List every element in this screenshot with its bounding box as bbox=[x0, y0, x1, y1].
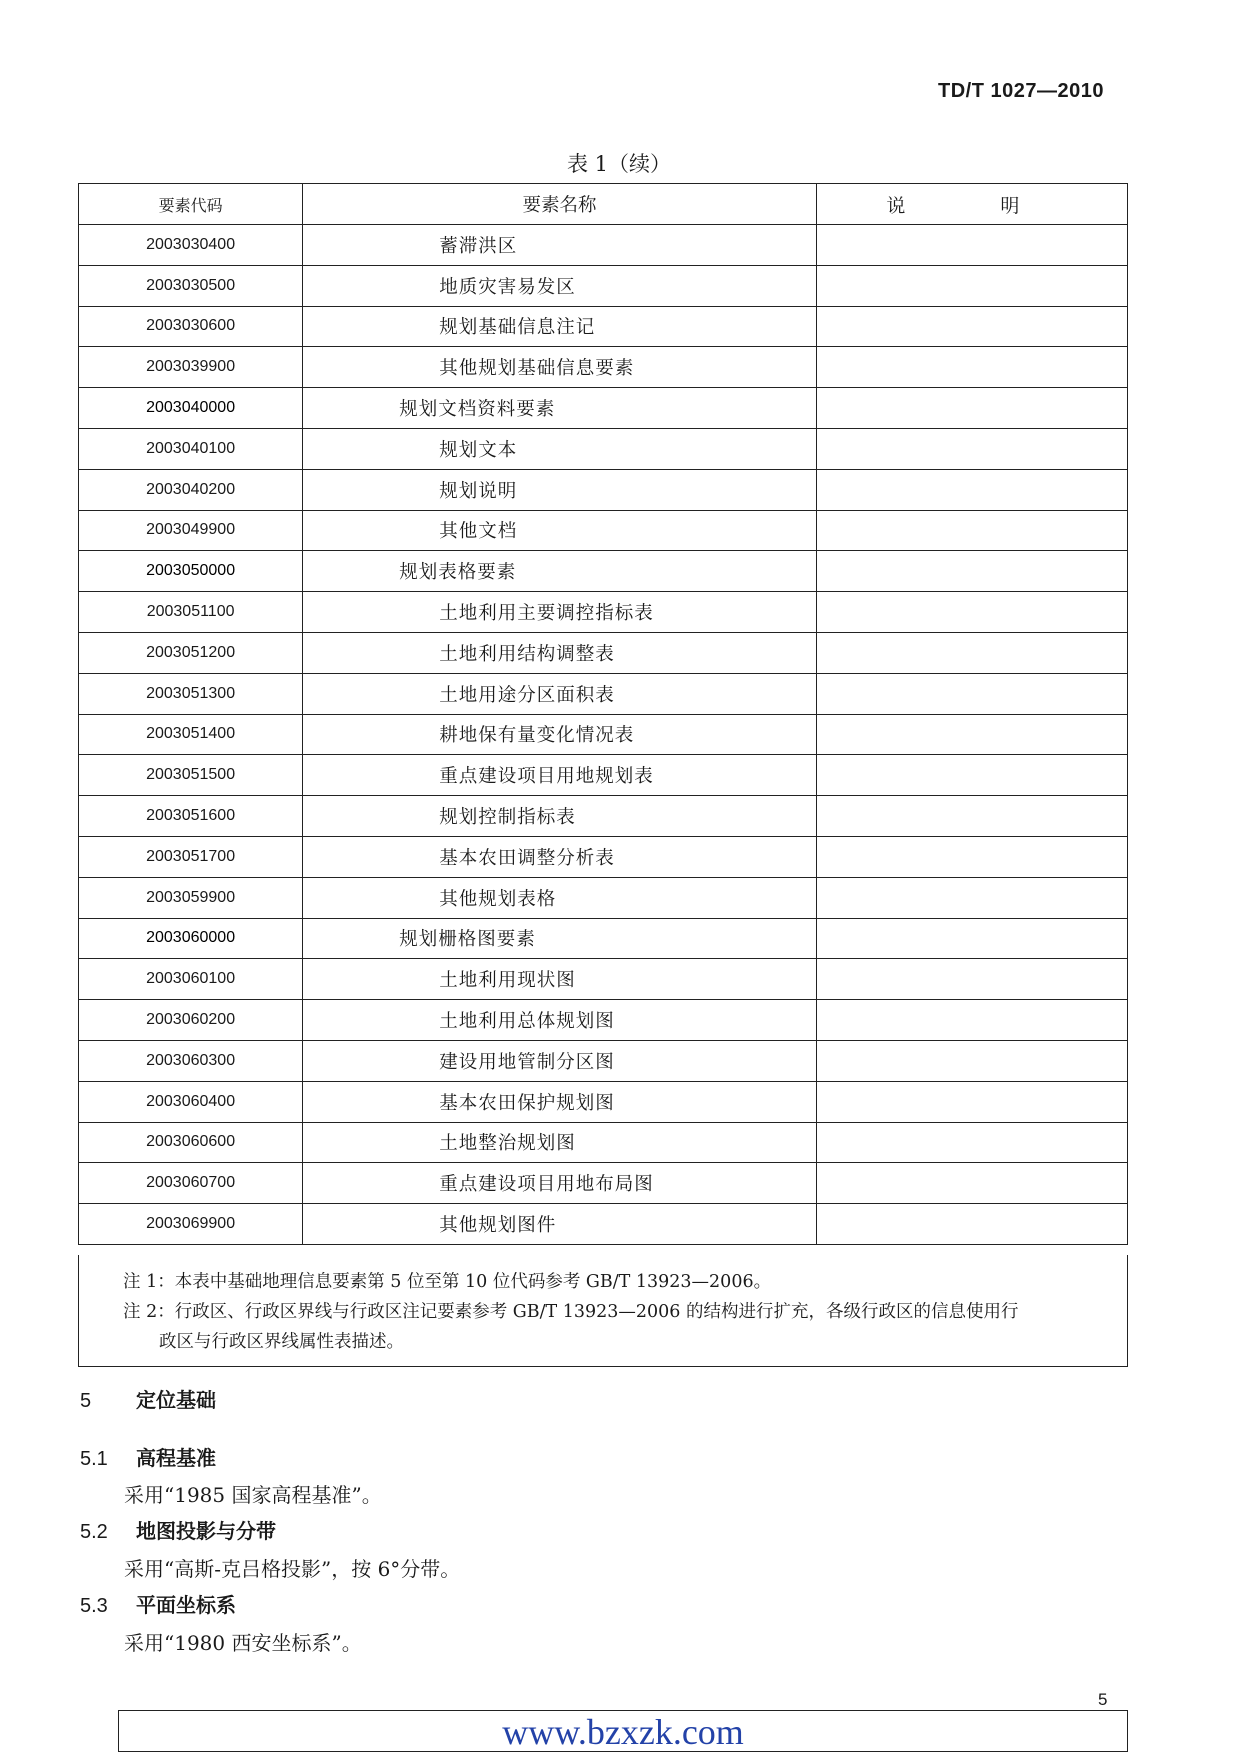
table-row bbox=[79, 265, 1128, 306]
section-5-2-heading bbox=[80, 1515, 276, 1544]
element-code-cell: 2003040000 bbox=[79, 388, 303, 429]
element-note-cell bbox=[816, 469, 1127, 510]
element-note-cell bbox=[816, 836, 1127, 877]
table-notes bbox=[78, 1255, 1128, 1367]
section-5-2-text: 采用“高斯-克吕格投影”，按 6°分带。 bbox=[124, 1557, 461, 1581]
element-name-cell bbox=[303, 836, 816, 877]
table-row bbox=[79, 714, 1128, 755]
element-note-cell bbox=[816, 265, 1127, 306]
element-code-cell: 2003050000 bbox=[79, 551, 303, 592]
element-code-cell: 2003030600 bbox=[79, 306, 303, 347]
element-code-cell: 2003060000 bbox=[79, 918, 303, 959]
element-code-cell: 2003051200 bbox=[79, 632, 303, 673]
element-name: 土地利用现状图 bbox=[439, 970, 576, 992]
element-note-cell bbox=[816, 755, 1127, 796]
element-note-cell bbox=[816, 1122, 1127, 1163]
page-number: 5 bbox=[1098, 1690, 1108, 1709]
section-5-3-number: 5.3 bbox=[80, 1595, 108, 1617]
element-note-cell bbox=[816, 388, 1127, 429]
table-row bbox=[79, 836, 1128, 877]
standard-code: TD/T 1027—2010 bbox=[938, 80, 1104, 102]
element-note-cell bbox=[816, 1040, 1127, 1081]
element-name-cell bbox=[303, 306, 816, 347]
element-name: 规划基础信息注记 bbox=[439, 317, 596, 339]
element-code-cell: 2003060400 bbox=[79, 1081, 303, 1122]
element-name: 地质灾害易发区 bbox=[439, 276, 576, 298]
element-name: 蓄滞洪区 bbox=[439, 235, 518, 257]
section-5-number: 5 bbox=[80, 1390, 92, 1412]
element-name-cell bbox=[303, 592, 816, 633]
element-code-cell: 2003030500 bbox=[79, 265, 303, 306]
element-note-cell bbox=[816, 592, 1127, 633]
element-code-cell: 2003059900 bbox=[79, 877, 303, 918]
website-link[interactable]: www.bzxzk.com bbox=[502, 1712, 744, 1752]
element-name: 重点建设项目用地布局图 bbox=[439, 1174, 654, 1196]
element-note-cell bbox=[816, 673, 1127, 714]
element-name-cell bbox=[303, 428, 816, 469]
table-row bbox=[79, 347, 1128, 388]
element-name: 建设用地管制分区图 bbox=[439, 1051, 615, 1073]
element-name: 其他规划基础信息要素 bbox=[439, 358, 635, 380]
element-name: 土地利用主要调控指标表 bbox=[439, 603, 654, 625]
element-name: 规划文档资料要素 bbox=[399, 399, 556, 421]
table-row bbox=[79, 1040, 1128, 1081]
element-name: 基本农田调整分析表 bbox=[439, 847, 615, 869]
element-note-cell bbox=[816, 347, 1127, 388]
section-5-title: 定位基础 bbox=[136, 1388, 216, 1412]
element-code-cell: 2003040200 bbox=[79, 469, 303, 510]
element-code-cell: 2003051100 bbox=[79, 592, 303, 633]
note-1: 注 1：本表中基础地理信息要素第 5 位至第 10 位代码参考 GB/T 13923—2006。 bbox=[123, 1272, 772, 1292]
element-name: 规划控制指标表 bbox=[439, 807, 576, 829]
element-code-cell: 2003060300 bbox=[79, 1040, 303, 1081]
element-name-cell bbox=[303, 959, 816, 1000]
element-name-cell bbox=[303, 796, 816, 837]
element-name-cell bbox=[303, 265, 816, 306]
table-row bbox=[79, 428, 1128, 469]
element-name: 土地利用结构调整表 bbox=[439, 643, 615, 665]
element-name: 土地用途分区面积表 bbox=[439, 684, 615, 706]
element-code-cell: 2003060700 bbox=[79, 1163, 303, 1204]
element-name: 规划文本 bbox=[439, 439, 518, 461]
table-row bbox=[79, 510, 1128, 551]
footer-banner bbox=[118, 1710, 1128, 1752]
element-name: 土地利用总体规划图 bbox=[439, 1011, 615, 1033]
element-note-cell bbox=[816, 225, 1127, 266]
table-row bbox=[79, 306, 1128, 347]
element-code-cell: 2003069900 bbox=[79, 1204, 303, 1245]
element-note-cell bbox=[816, 632, 1127, 673]
element-note-cell bbox=[816, 959, 1127, 1000]
element-note-cell bbox=[816, 1163, 1127, 1204]
element-name-cell bbox=[303, 755, 816, 796]
section-5-3-title: 平面坐标系 bbox=[136, 1593, 236, 1617]
element-code-cell: 2003051600 bbox=[79, 796, 303, 837]
note-2-continued: 政区与行政区界线属性表描述。 bbox=[159, 1332, 404, 1352]
element-name-cell bbox=[303, 632, 816, 673]
element-name: 其他文档 bbox=[439, 521, 518, 543]
element-code-table bbox=[78, 183, 1128, 1245]
column-header-explain bbox=[816, 184, 1127, 225]
table-row bbox=[79, 1122, 1128, 1163]
section-5-1-number: 5.1 bbox=[80, 1448, 108, 1470]
note-2: 注 2：行政区、行政区界线与行政区注记要素参考 GB/T 13923—2006 的结构进行扩充，各级行政区的信息使用行 bbox=[123, 1302, 1019, 1322]
element-note-cell bbox=[816, 306, 1127, 347]
section-5-3-heading bbox=[80, 1589, 236, 1618]
element-code-cell: 2003051500 bbox=[79, 755, 303, 796]
table-row bbox=[79, 1081, 1128, 1122]
table-row bbox=[79, 551, 1128, 592]
element-note-cell bbox=[816, 714, 1127, 755]
element-code-cell: 2003060200 bbox=[79, 1000, 303, 1041]
element-name-cell bbox=[303, 673, 816, 714]
table-row bbox=[79, 755, 1128, 796]
element-name-cell bbox=[303, 510, 816, 551]
column-header-name: 要素名称 bbox=[303, 184, 816, 225]
element-name: 规划表格要素 bbox=[399, 562, 517, 584]
element-name-cell bbox=[303, 225, 816, 266]
element-code-cell: 2003060100 bbox=[79, 959, 303, 1000]
column-header-code: 要素代码 bbox=[79, 184, 303, 225]
element-note-cell bbox=[816, 1081, 1127, 1122]
element-name-cell bbox=[303, 877, 816, 918]
table-row bbox=[79, 959, 1128, 1000]
section-5-2-title: 地图投影与分带 bbox=[136, 1519, 276, 1543]
element-name: 耕地保有量变化情况表 bbox=[439, 725, 635, 747]
section-5-heading bbox=[80, 1384, 216, 1413]
section-5-1-heading bbox=[80, 1442, 216, 1471]
table-row bbox=[79, 877, 1128, 918]
table-row bbox=[79, 1163, 1128, 1204]
section-5-1-text: 采用“1985 国家高程基准”。 bbox=[124, 1483, 382, 1507]
table-row bbox=[79, 225, 1128, 266]
element-name: 土地整治规划图 bbox=[439, 1133, 576, 1155]
column-header-explain-label: 说 明 bbox=[886, 194, 1058, 217]
element-name: 重点建设项目用地规划表 bbox=[439, 766, 654, 788]
element-name-cell bbox=[303, 1081, 816, 1122]
table-row bbox=[79, 918, 1128, 959]
table-caption: 表 1（续） bbox=[566, 152, 672, 176]
section-5-2-number: 5.2 bbox=[80, 1521, 108, 1543]
element-name: 基本农田保护规划图 bbox=[439, 1092, 615, 1114]
element-code-cell: 2003060600 bbox=[79, 1122, 303, 1163]
table-row bbox=[79, 632, 1128, 673]
element-name: 规划栅格图要素 bbox=[399, 929, 536, 951]
table-row bbox=[79, 1204, 1128, 1245]
element-note-cell bbox=[816, 1000, 1127, 1041]
table-row bbox=[79, 388, 1128, 429]
element-code-cell: 2003040100 bbox=[79, 428, 303, 469]
element-code-cell: 2003051700 bbox=[79, 836, 303, 877]
table-row bbox=[79, 673, 1128, 714]
element-note-cell bbox=[816, 1204, 1127, 1245]
element-name-cell bbox=[303, 551, 816, 592]
table-body bbox=[79, 225, 1128, 1245]
section-5-1-title: 高程基准 bbox=[136, 1446, 216, 1470]
element-note-cell bbox=[816, 551, 1127, 592]
table-header-row bbox=[79, 184, 1128, 225]
element-name-cell bbox=[303, 347, 816, 388]
element-note-cell bbox=[816, 918, 1127, 959]
section-5-3-text: 采用“1980 西安坐标系”。 bbox=[124, 1631, 362, 1655]
element-name: 其他规划表格 bbox=[439, 888, 557, 910]
element-name-cell bbox=[303, 1163, 816, 1204]
element-name-cell bbox=[303, 1204, 816, 1245]
element-name-cell bbox=[303, 388, 816, 429]
element-name-cell bbox=[303, 714, 816, 755]
element-note-cell bbox=[816, 877, 1127, 918]
element-note-cell bbox=[816, 428, 1127, 469]
element-code-cell: 2003030400 bbox=[79, 225, 303, 266]
element-name-cell bbox=[303, 1040, 816, 1081]
element-name-cell bbox=[303, 469, 816, 510]
element-code-cell: 2003049900 bbox=[79, 510, 303, 551]
table-row bbox=[79, 1000, 1128, 1041]
element-code-cell: 2003039900 bbox=[79, 347, 303, 388]
table-row bbox=[79, 796, 1128, 837]
element-name-cell bbox=[303, 1122, 816, 1163]
element-name: 其他规划图件 bbox=[439, 1215, 557, 1237]
element-code-cell: 2003051400 bbox=[79, 714, 303, 755]
table-row bbox=[79, 592, 1128, 633]
table-row bbox=[79, 469, 1128, 510]
element-note-cell bbox=[816, 510, 1127, 551]
element-code-cell: 2003051300 bbox=[79, 673, 303, 714]
element-name: 规划说明 bbox=[439, 480, 518, 502]
element-name-cell bbox=[303, 1000, 816, 1041]
element-name-cell bbox=[303, 918, 816, 959]
element-note-cell bbox=[816, 796, 1127, 837]
